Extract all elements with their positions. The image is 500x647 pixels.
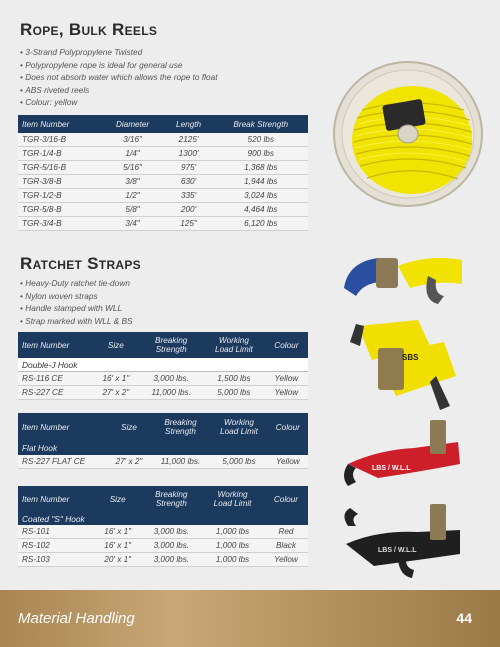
red-strap-label: LBS / W.L.L — [372, 465, 411, 472]
header-line: Breaking — [155, 490, 188, 499]
rope-table — [18, 115, 308, 231]
cell: 630' — [164, 175, 214, 189]
cell: RS-227 CE — [18, 386, 92, 400]
cell: 6,120 lbs — [213, 217, 308, 231]
cell: TGR-1/2-B — [18, 189, 101, 203]
cell: 1/2" — [101, 189, 163, 203]
cell: RS-103 — [18, 553, 94, 567]
cell: TGR-1/4-B — [18, 147, 101, 161]
col-breaking-strength — [142, 486, 202, 512]
rope-reel-image — [332, 58, 484, 208]
col-colour: Colour — [264, 486, 308, 512]
cell: 5,000 lbs — [210, 455, 267, 469]
black-strap-label: LBS / W.L.L — [378, 547, 417, 554]
col-breaking-strength — [151, 413, 211, 441]
col-colour: Colour — [265, 332, 308, 358]
straps-bullets — [20, 277, 133, 327]
header-line: Strength — [155, 499, 187, 508]
strap-table-s-hook — [18, 486, 308, 567]
cell: 3,000 lbs. — [142, 539, 202, 553]
col-working-load — [201, 486, 264, 512]
col-diameter: Diameter — [101, 115, 163, 133]
straps-bullet: • Handle stamped with WLL — [20, 302, 133, 315]
rope-bullet: • 3-Strand Polypropylene Twisted — [20, 46, 218, 59]
table-row — [18, 539, 308, 553]
hook-type: Flat Hook — [18, 441, 308, 455]
rope-bullets — [20, 46, 218, 109]
rope-bullet: • Does not absorb water which allows the rope to float — [20, 71, 218, 84]
cell: 335' — [164, 189, 214, 203]
footer-bar — [0, 590, 500, 647]
col-working-load — [203, 332, 265, 358]
rope-heading: Rope, Bulk Reels — [20, 20, 158, 39]
cell: 200' — [164, 203, 214, 217]
col-break-strength: Break Strength — [213, 115, 308, 133]
cell: 11,000 lbs. — [151, 455, 211, 469]
cell: 16' x 1" — [94, 539, 142, 553]
col-working-load — [210, 413, 267, 441]
header-line: Strength — [155, 345, 187, 354]
table-row — [18, 455, 308, 469]
table-row — [18, 175, 308, 189]
cell: 1,000 lbs — [201, 525, 264, 539]
cell: 4,464 lbs — [213, 203, 308, 217]
cell: 5/16" — [101, 161, 163, 175]
cell: Yellow — [268, 455, 308, 469]
cell: 1,500 lbs — [203, 372, 265, 386]
table-row — [18, 203, 308, 217]
table-subheader — [18, 512, 308, 525]
cell: 1300' — [164, 147, 214, 161]
cell: 1,368 lbs — [213, 161, 308, 175]
page-number: 44 — [456, 610, 472, 626]
cell: 3/8" — [101, 175, 163, 189]
strap-table-flat-hook — [18, 413, 308, 469]
cell: 5,000 lbs — [203, 386, 265, 400]
cell: TGR-3/8-B — [18, 175, 101, 189]
cell: 5/8" — [101, 203, 163, 217]
table-row — [18, 147, 308, 161]
cell: Red — [264, 525, 308, 539]
cell: RS-102 — [18, 539, 94, 553]
cell: Yellow — [265, 372, 308, 386]
cell: 11,000 lbs. — [139, 386, 203, 400]
strap-table-header — [18, 413, 308, 441]
cell: 27' x 2" — [92, 386, 139, 400]
cell: RS-116 CE — [18, 372, 92, 386]
cell: 125" — [164, 217, 214, 231]
col-size: Size — [107, 413, 151, 441]
cell: 16' x 1" — [94, 525, 142, 539]
cell: 1,944 lbs — [213, 175, 308, 189]
cell: Yellow — [264, 553, 308, 567]
cell: 3,000 lbs. — [142, 553, 202, 567]
header-line: Strength — [165, 427, 196, 436]
col-colour: Colour — [268, 413, 308, 441]
black-strap-image — [338, 500, 466, 582]
header-line: Working — [223, 418, 254, 427]
header-line: Breaking — [155, 336, 188, 345]
yellow-strap-label: SBS — [402, 353, 419, 362]
header-line: Working — [217, 490, 248, 499]
rope-bullet: • Polypropylene rope is ideal for general use — [20, 59, 218, 72]
footer-title: Material Handling — [18, 610, 135, 627]
cell: TGR-3/4-B — [18, 217, 101, 231]
cell: 16' x 1" — [92, 372, 139, 386]
table-subheader — [18, 441, 308, 455]
col-size: Size — [94, 486, 142, 512]
col-item-number: Item Number — [18, 486, 94, 512]
header-line: Load Limit — [213, 499, 252, 508]
rope-bullet: • Colour: yellow — [20, 96, 218, 109]
cell: 20' x 1" — [94, 553, 142, 567]
table-row — [18, 189, 308, 203]
strap-table-header — [18, 332, 308, 358]
table-subheader — [18, 358, 308, 372]
cell: 1,000 lbs — [201, 539, 264, 553]
table-row — [18, 525, 308, 539]
col-size: Size — [92, 332, 139, 358]
cell: 3,000 lbs. — [139, 372, 203, 386]
yellow-strap-image — [338, 316, 466, 412]
cell: 3/16" — [101, 133, 163, 147]
cell: TGR-5/8-B — [18, 203, 101, 217]
header-line: Load Limit — [220, 427, 258, 436]
cell: RS-227 FLAT CE — [18, 455, 107, 469]
blue-yellow-strap-image — [338, 248, 466, 308]
straps-bullet: • Strap marked with WLL & BS — [20, 315, 133, 328]
cell: Black — [264, 539, 308, 553]
table-row — [18, 372, 308, 386]
rope-table-header — [18, 115, 308, 133]
straps-bullet: • Heavy-Duty ratchet tie-down — [20, 277, 133, 290]
cell: TGR-5/16-B — [18, 161, 101, 175]
cell: 1,000 lbs — [201, 553, 264, 567]
cell: 975' — [164, 161, 214, 175]
header-line: Load Limit — [215, 345, 253, 354]
cell: 3,024 lbs — [213, 189, 308, 203]
table-row — [18, 553, 308, 567]
straps-bullet: • Nylon woven straps — [20, 290, 133, 303]
col-breaking-strength — [139, 332, 203, 358]
cell: TGR-3/16-B — [18, 133, 101, 147]
header-line: Working — [218, 336, 249, 345]
col-item-number: Item Number — [18, 413, 107, 441]
col-item-number: Item Number — [18, 332, 92, 358]
cell: 2125' — [164, 133, 214, 147]
strap-table-double-j — [18, 332, 308, 400]
red-strap-image — [338, 416, 466, 494]
cell: Yellow — [265, 386, 308, 400]
hook-type: Coated "S" Hook — [18, 512, 308, 525]
cell: 900 lbs — [213, 147, 308, 161]
strap-table-header — [18, 486, 308, 512]
table-row — [18, 161, 308, 175]
straps-heading: Ratchet Straps — [20, 254, 141, 273]
header-line: Breaking — [164, 418, 197, 427]
hook-type: Double-J Hook — [18, 358, 308, 372]
table-row — [18, 386, 308, 400]
col-item-number: Item Number — [18, 115, 101, 133]
cell: 1/4" — [101, 147, 163, 161]
rope-bullet: • ABS riveted reels — [20, 84, 218, 97]
table-row — [18, 133, 308, 147]
cell: 3/4" — [101, 217, 163, 231]
cell: 27' x 2" — [107, 455, 151, 469]
col-length: Length — [164, 115, 214, 133]
cell: 520 lbs — [213, 133, 308, 147]
cell: RS-101 — [18, 525, 94, 539]
table-row — [18, 217, 308, 231]
cell: 3,000 lbs. — [142, 525, 202, 539]
